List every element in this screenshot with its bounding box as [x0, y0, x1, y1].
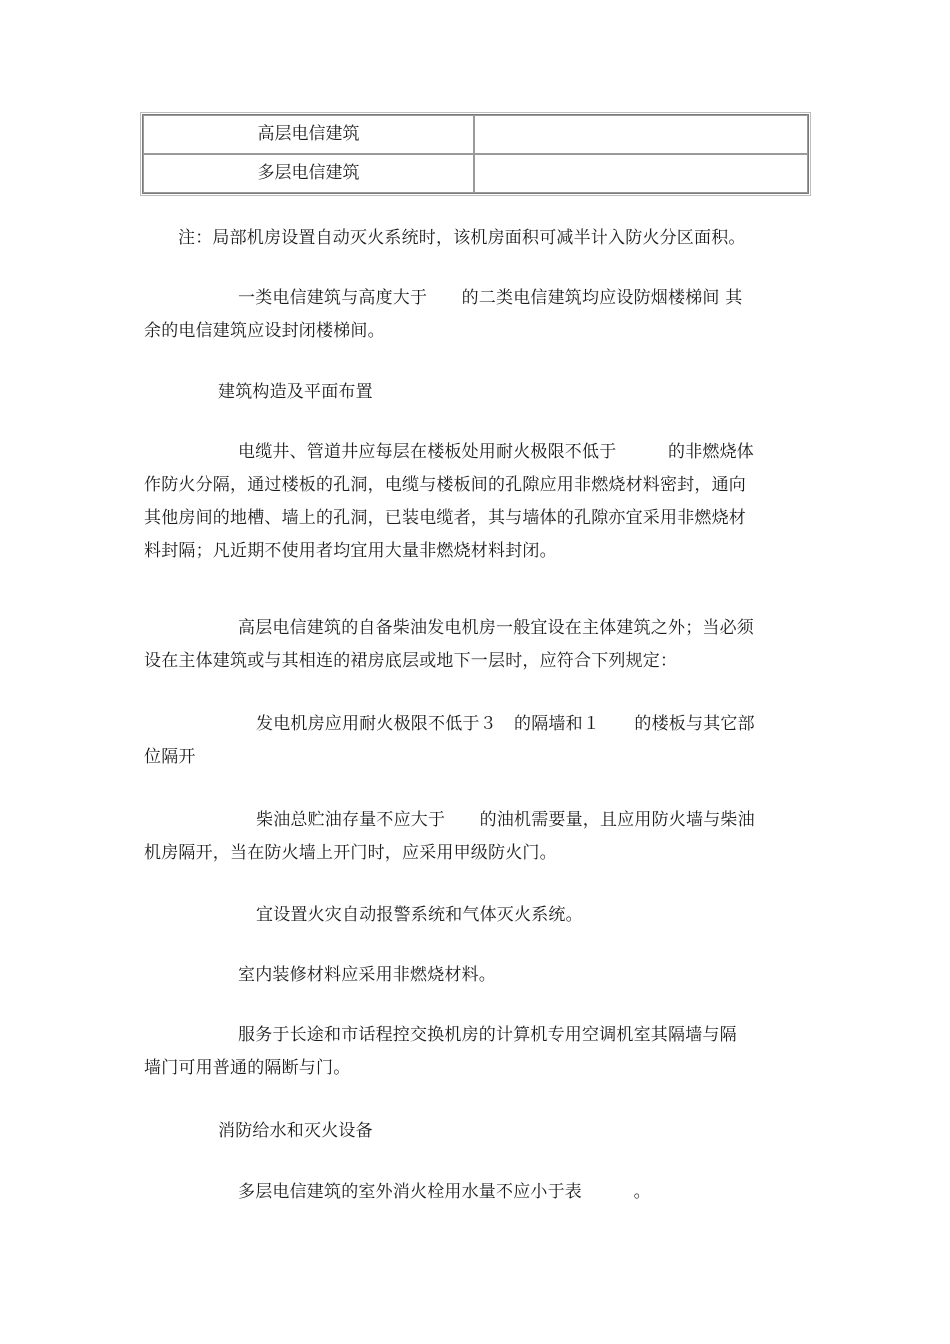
paragraph-decoration	[144, 959, 808, 992]
paragraph-line: 高层电信建筑的自备柴油发电机房一般宜设在主体建筑之外；当必须	[238, 618, 754, 638]
paragraph-alarm	[144, 899, 808, 932]
paragraph-hydrant	[144, 1176, 808, 1209]
paragraph-generator-room	[144, 708, 808, 774]
heading-text: 建筑构造及平面布置	[218, 382, 373, 402]
table-cell-building-type: 高层电信建筑	[143, 115, 474, 154]
paragraph-oil-storage	[144, 804, 808, 870]
paragraph-shafts	[144, 436, 808, 568]
paragraph-line: 室内装修材料应采用非燃烧材料。	[238, 965, 496, 985]
paragraph-line: 料封隔；凡近期不使用者均宜用大量非燃烧材料封闭。	[144, 541, 557, 561]
table-note	[178, 222, 842, 255]
table-row	[143, 154, 808, 193]
paragraph-line: 其他房间的地槽、墙上的孔洞，已装电缆者，其与墙体的孔隙亦宜采用非燃烧材	[144, 508, 746, 528]
paragraph-line: 发电机房应用耐火极限不低于３ 的隔墙和１ 的楼板与其它部	[256, 714, 755, 734]
section-heading-construction	[218, 376, 882, 409]
paragraph-line: 柴油总贮油存量不应大于 的油机需要量，且应用防火墙与柴油	[256, 810, 755, 830]
paragraph-line: 墙门可用普通的隔断与门。	[144, 1058, 351, 1078]
paragraph-line: 余的电信建筑应设封闭楼梯间。	[144, 321, 385, 341]
table-cell-value	[474, 115, 808, 154]
paragraph-line: 注：局部机房设置自动灭火系统时，该机房面积可减半计入防火分区面积。	[178, 228, 746, 248]
paragraph-line: 设在主体建筑或与其相连的裙房底层或地下一层时，应符合下列规定：	[144, 651, 678, 671]
paragraph-aircon-room	[144, 1019, 808, 1085]
table-cell-value	[474, 154, 808, 193]
section-heading-fire-water	[218, 1115, 882, 1148]
paragraph-line: 一类电信建筑与高度大于 的二类电信建筑均应设防烟楼梯间 其	[238, 288, 743, 308]
table-row	[143, 115, 808, 154]
fire-zone-table	[142, 114, 809, 194]
paragraph-line: 作防火分隔，通过楼板的孔洞，电缆与楼板间的孔隙应用非燃烧材料密封，通向	[144, 475, 746, 495]
table-cell-building-type: 多层电信建筑	[143, 154, 474, 193]
paragraph-line: 位隔开	[144, 747, 196, 767]
paragraph-line: 宜设置火灾自动报警系统和气体灭火系统。	[256, 905, 583, 925]
paragraph-line: 多层电信建筑的室外消火栓用水量不应小于表 。	[238, 1182, 651, 1202]
paragraph-line: 电缆井、管道井应每层在楼板处用耐火极限不低于 的非燃烧体	[238, 442, 754, 462]
heading-text: 消防给水和灭火设备	[218, 1121, 373, 1141]
paragraph-line: 服务于长途和市话程控交换机房的计算机专用空调机室其隔墙与隔	[238, 1025, 737, 1045]
paragraph-line: 机房隔开，当在防火墙上开门时，应采用甲级防火门。	[144, 843, 557, 863]
paragraph-stairs	[144, 282, 808, 348]
paragraph-diesel-room	[144, 612, 808, 678]
